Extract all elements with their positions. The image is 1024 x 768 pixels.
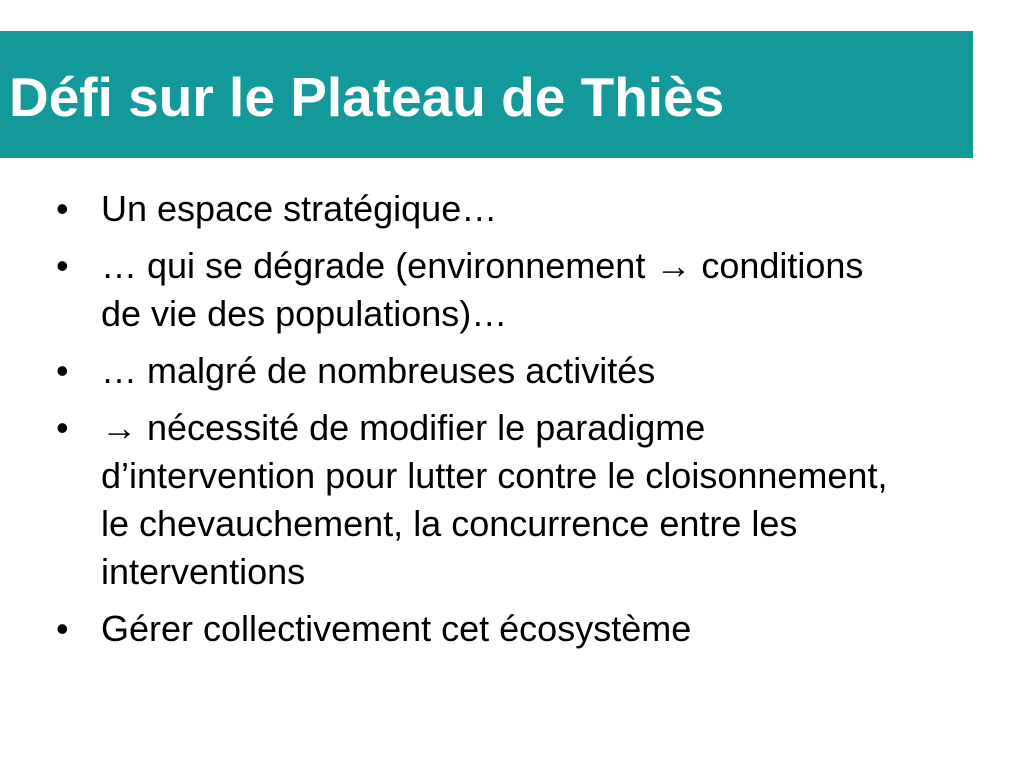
slide-title: Défi sur le Plateau de Thiès [9,66,725,128]
bullet-item [56,347,896,395]
bullet-text: Gérer collectivement cet écosystème [101,608,692,649]
bullet-list [56,185,896,662]
bullet-text: … malgré de nombreuses activités [101,350,656,391]
bullet-item [56,185,896,233]
bullet-marker: • [56,608,69,649]
bullet-text: → nécessité de modifier le paradigme d’intervention pour lutter contre le cloisonnement, le chevauchement, la concurrence entre les interventions [101,407,888,592]
bullet-marker: • [56,188,69,229]
bullet-item [56,404,896,596]
bullet-item [56,242,896,338]
bullet-marker: • [56,245,69,286]
bullet-text: … qui se dégrade (environnement → conditions de vie des populations)… [101,245,864,334]
bullet-marker: • [56,350,69,391]
bullet-text: Un espace stratégique… [101,188,498,229]
bullet-item [56,605,896,653]
bullet-marker: • [56,407,69,448]
